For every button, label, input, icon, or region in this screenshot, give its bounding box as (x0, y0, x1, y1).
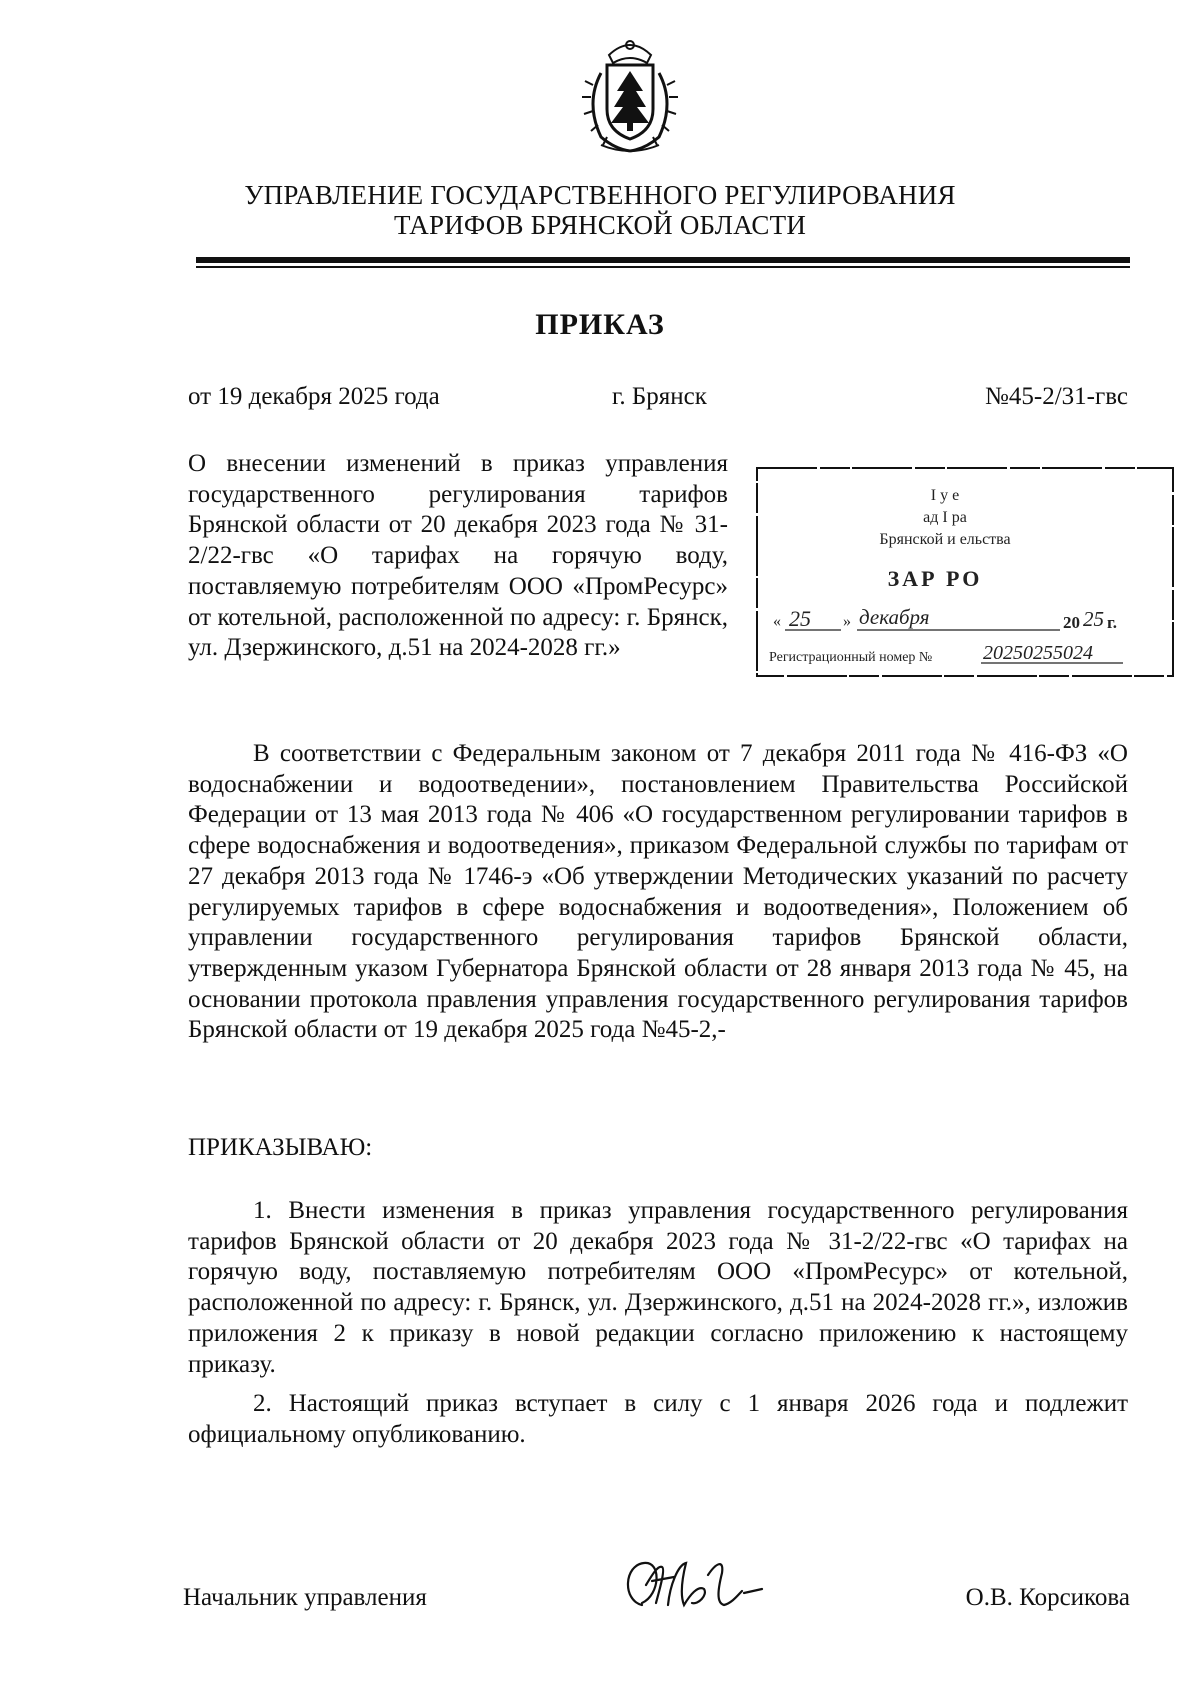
document-subject: О внесении изменений в приказ управления государственного регулирования тарифов Брянской области от 20 декабря 2023 года № 31-2/22-гвс «О тарифах на горячую воду, поставляемую потребителям ООО «ПромРесурс» от котельной, расположенной по адресу: г. Брянск, ул. Дзержинского, д.51 на 2024-2028 гг.» (188, 450, 728, 662)
stamp-quote-open: « (773, 613, 781, 630)
document-number: №45-2/31-гвс (985, 383, 1128, 410)
organization-name-line2: ТАРИФОВ БРЯНСКОЙ ОБЛАСТИ (393, 210, 807, 240)
registration-stamp (755, 466, 1175, 678)
organization-name-line1: УПРАВЛЕНИЕ ГОСУДАРСТВЕННОГО РЕГУЛИРОВАНИЯ (244, 180, 956, 210)
order-word: ПРИКАЗЫВАЮ: (188, 1134, 373, 1161)
stamp-reg-number: 20250255024 (983, 642, 1093, 664)
stamp-month: декабря (859, 605, 930, 629)
stamp-reg-label: Регистрационный номер № (769, 650, 933, 665)
header-divider-thick (196, 257, 1130, 263)
stamp-year-suffix: 25 (1083, 607, 1104, 631)
document-city: г. Брянск (612, 383, 707, 410)
coat-of-arms-icon (571, 33, 689, 155)
stamp-year-unit: г. (1107, 613, 1118, 632)
stamp-line2: ад I ра (923, 509, 967, 526)
order-item-1: 1. Внести изменения в приказ управления государственного регулирования тарифов Брянской области от 20 декабря 2023 года № 31-2/22-гвс «О тарифах на горячую воду, поставляемую потребителям ООО «ПромРесурс» от котельной, расположенной по адресу: г. Брянск, ул. Дзержинского, д.51 на 2024-2028 гг.», изложив приложения 2 к приказу в новой редакции согласно приложению к настоящему приказу. (188, 1197, 1128, 1378)
stamp-day: 25 (789, 606, 811, 631)
signatory-position: Начальник управления (183, 1584, 427, 1611)
stamp-line1: I у е (930, 487, 960, 504)
document-title: ПРИКАЗ (535, 308, 665, 341)
stamp-quote-close: » (843, 613, 851, 630)
order-item-2: 2. Настоящий приказ вступает в силу с 1 января 2026 года и подлежит официальному опубликованию. (188, 1390, 1128, 1448)
stamp-line4: ЗАР РО (887, 566, 983, 591)
stamp-line3: Брянской и ельства (879, 531, 1011, 548)
stamp-year-prefix: 20 (1063, 613, 1080, 632)
header-divider-thin (196, 266, 1130, 268)
preamble-paragraph: В соответствии с Федеральным законом от 7 декабря 2011 года № 416-ФЗ «О водоснабжении и водоотведении», постановлением Правительства Российской Федерации от 13 мая 2013 года № 406 «О государственном регулировании тарифов в сфере водоснабжения и водоотведения», приказом Федеральной службы по тарифам от 27 декабря 2013 года № 1746-э «Об утверждении Методических указаний по расчету регулируемых тарифов в сфере водоснабжения и водоотведения», Положением об управлении государственного регулирования тарифов Брянской области, утвержденным указом Губернатора Брянской области от 28 января 2013 года № 45, на основании протокола правления управления государственного регулирования тарифов Брянской области от 19 декабря 2025 года №45-2,- (188, 740, 1128, 1044)
signatory-name: О.В. Корсикова (965, 1584, 1130, 1611)
document-date: от 19 декабря 2025 года (188, 383, 440, 410)
handwritten-signature-icon (612, 1545, 782, 1627)
